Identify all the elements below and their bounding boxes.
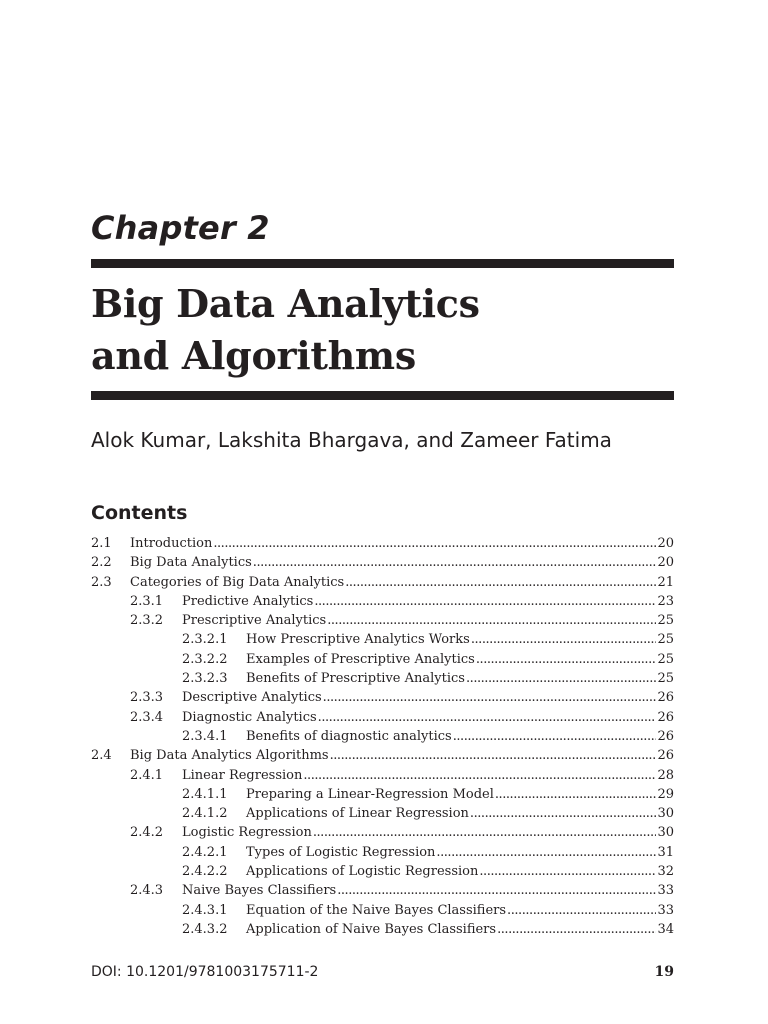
toc-entry-title: Logistic Regression	[182, 825, 312, 841]
toc-entry-title: Linear Regression	[182, 767, 303, 783]
toc-entry[interactable]	[91, 766, 674, 785]
chapter-authors: Alok Kumar, Lakshita Bhargava, and Zameer Fatima	[91, 428, 612, 452]
toc-entry[interactable]	[91, 708, 674, 727]
toc-entry-page: 30	[657, 825, 674, 841]
toc-dot-leader	[313, 823, 657, 842]
toc-entry-page: 21	[657, 574, 674, 590]
toc-entry-page: 34	[657, 921, 674, 937]
toc-entry-title: Naive Bayes Classifiers	[182, 883, 337, 899]
toc-entry[interactable]	[91, 669, 674, 688]
toc-dot-leader	[303, 766, 656, 785]
table-of-contents	[91, 534, 674, 939]
toc-dot-leader	[495, 785, 657, 804]
toc-entry[interactable]	[91, 785, 674, 804]
toc-dot-leader	[314, 592, 656, 611]
toc-entry-page: 25	[657, 613, 674, 629]
toc-entry-page: 31	[657, 844, 674, 860]
toc-entry-title: Predictive Analytics	[182, 593, 314, 609]
toc-dot-leader	[476, 650, 657, 669]
toc-entry-page: 28	[657, 767, 674, 783]
toc-entry-page: 20	[657, 536, 674, 551]
toc-dot-leader	[318, 708, 657, 727]
toc-entry[interactable]	[91, 688, 674, 707]
toc-entry[interactable]	[91, 862, 674, 881]
toc-entry-title: Big Data Analytics	[130, 555, 252, 571]
toc-entry-number: 2.1	[91, 536, 112, 551]
toc-entry-page: 25	[657, 671, 674, 687]
toc-entry[interactable]	[91, 573, 674, 592]
toc-entry-title: How Prescriptive Analytics Works	[246, 632, 470, 648]
page-footer	[91, 960, 674, 984]
toc-entry-title: Equation of the Naive Bayes Classifiers	[246, 902, 507, 918]
toc-entry[interactable]	[91, 611, 674, 630]
toc-entry-number: 2.3.2.2	[182, 651, 228, 667]
toc-entry-title: Application of Naive Bayes Classifiers	[246, 921, 497, 937]
chapter-title-line-1: Big Data Analytics	[91, 281, 480, 326]
toc-entry-page: 29	[657, 786, 674, 802]
toc-entry-number: 2.4.3	[130, 883, 164, 899]
toc-entry-page: 23	[657, 593, 674, 609]
toc-entry-page: 25	[657, 651, 674, 667]
toc-entry-number: 2.3.4	[130, 709, 164, 725]
toc-entry-page: 26	[657, 748, 674, 764]
doi-text: DOI: 10.1201/9781003175711-2	[91, 964, 319, 980]
toc-entry-number: 2.4.1.1	[182, 786, 228, 802]
toc-entry-number: 2.3	[91, 574, 112, 590]
toc-entry-title: Types of Logistic Regression	[246, 844, 436, 860]
contents-heading: Contents	[91, 502, 188, 524]
top-rule-divider	[91, 259, 674, 268]
page-number: 19	[654, 964, 674, 980]
toc-entry-title: Introduction	[130, 536, 213, 551]
toc-entry-page: 25	[657, 632, 674, 648]
toc-entry-page: 30	[657, 806, 674, 822]
toc-entry-title: Prescriptive Analytics	[182, 613, 327, 629]
toc-entry-number: 2.4.3.2	[182, 921, 228, 937]
toc-entry[interactable]	[91, 553, 674, 572]
toc-entry[interactable]	[91, 823, 674, 842]
toc-entry-number: 2.3.2	[130, 613, 164, 629]
toc-entry[interactable]	[91, 727, 674, 746]
toc-dot-leader	[470, 804, 657, 823]
toc-entry[interactable]	[91, 746, 674, 765]
toc-entry-page: 26	[657, 690, 674, 706]
toc-entry-number: 2.4.2	[130, 825, 164, 841]
toc-dot-leader	[345, 573, 656, 592]
toc-entry-title: Preparing a Linear-Regression Model	[246, 786, 494, 802]
toc-entry-title: Benefits of diagnostic analytics	[246, 728, 452, 744]
toc-entry-page: 26	[657, 709, 674, 725]
toc-entry-number: 2.3.2.3	[182, 671, 228, 687]
toc-entry-number: 2.3.2.1	[182, 632, 228, 648]
toc-entry[interactable]	[91, 630, 674, 649]
toc-dot-leader	[497, 920, 656, 939]
toc-entry-number: 2.2	[91, 555, 112, 571]
toc-entry-number: 2.3.4.1	[182, 728, 228, 744]
toc-entry-number: 2.3.3	[130, 690, 164, 706]
toc-entry-page: 33	[657, 883, 674, 899]
toc-entry[interactable]	[91, 804, 674, 823]
toc-entry-title: Applications of Logistic Regression	[246, 864, 479, 880]
toc-dot-leader	[471, 630, 657, 649]
toc-entry[interactable]	[91, 650, 674, 669]
toc-dot-leader	[466, 669, 656, 688]
toc-dot-leader	[507, 901, 656, 920]
toc-entry-title: Examples of Prescriptive Analytics	[246, 651, 475, 667]
toc-entry-number: 2.3.1	[130, 593, 164, 609]
toc-entry-title: Big Data Analytics Algorithms	[130, 748, 329, 764]
toc-entry-page: 32	[657, 864, 674, 880]
toc-entry[interactable]	[91, 901, 674, 920]
toc-entry-title: Categories of Big Data Analytics	[130, 574, 345, 590]
toc-dot-leader	[436, 843, 656, 862]
toc-entry-title: Benefits of Prescriptive Analytics	[246, 671, 465, 687]
toc-entry-number: 2.4	[91, 748, 112, 764]
toc-dot-leader	[479, 862, 656, 881]
chapter-title-line-2: and Algorithms	[91, 333, 416, 378]
toc-entry-page: 20	[657, 555, 674, 571]
toc-dot-leader	[323, 688, 657, 707]
toc-entry-number: 2.4.1	[130, 767, 164, 783]
toc-entry[interactable]	[91, 592, 674, 611]
toc-entry-page: 33	[657, 902, 674, 918]
chapter-label: Chapter 2	[91, 209, 270, 247]
toc-entry-number: 2.4.2.1	[182, 844, 228, 860]
toc-entry-title: Diagnostic Analytics	[182, 709, 317, 725]
toc-entry-title: Descriptive Analytics	[182, 690, 322, 706]
bottom-rule-divider	[91, 391, 674, 400]
toc-dot-leader	[253, 553, 657, 572]
toc-entry[interactable]	[91, 843, 674, 862]
toc-dot-leader	[453, 727, 657, 746]
toc-entry[interactable]	[91, 920, 674, 939]
toc-dot-leader	[213, 534, 656, 553]
toc-entry-title: Applications of Linear Regression	[246, 806, 469, 822]
toc-entry-number: 2.4.1.2	[182, 806, 228, 822]
toc-entry[interactable]	[91, 534, 674, 553]
chapter-title	[91, 278, 480, 382]
toc-entry-page: 26	[657, 728, 674, 744]
toc-entry-number: 2.4.3.1	[182, 902, 228, 918]
toc-entry[interactable]	[91, 881, 674, 900]
toc-dot-leader	[337, 881, 656, 900]
toc-dot-leader	[330, 746, 657, 765]
toc-entry-number: 2.4.2.2	[182, 864, 228, 880]
toc-dot-leader	[327, 611, 656, 630]
